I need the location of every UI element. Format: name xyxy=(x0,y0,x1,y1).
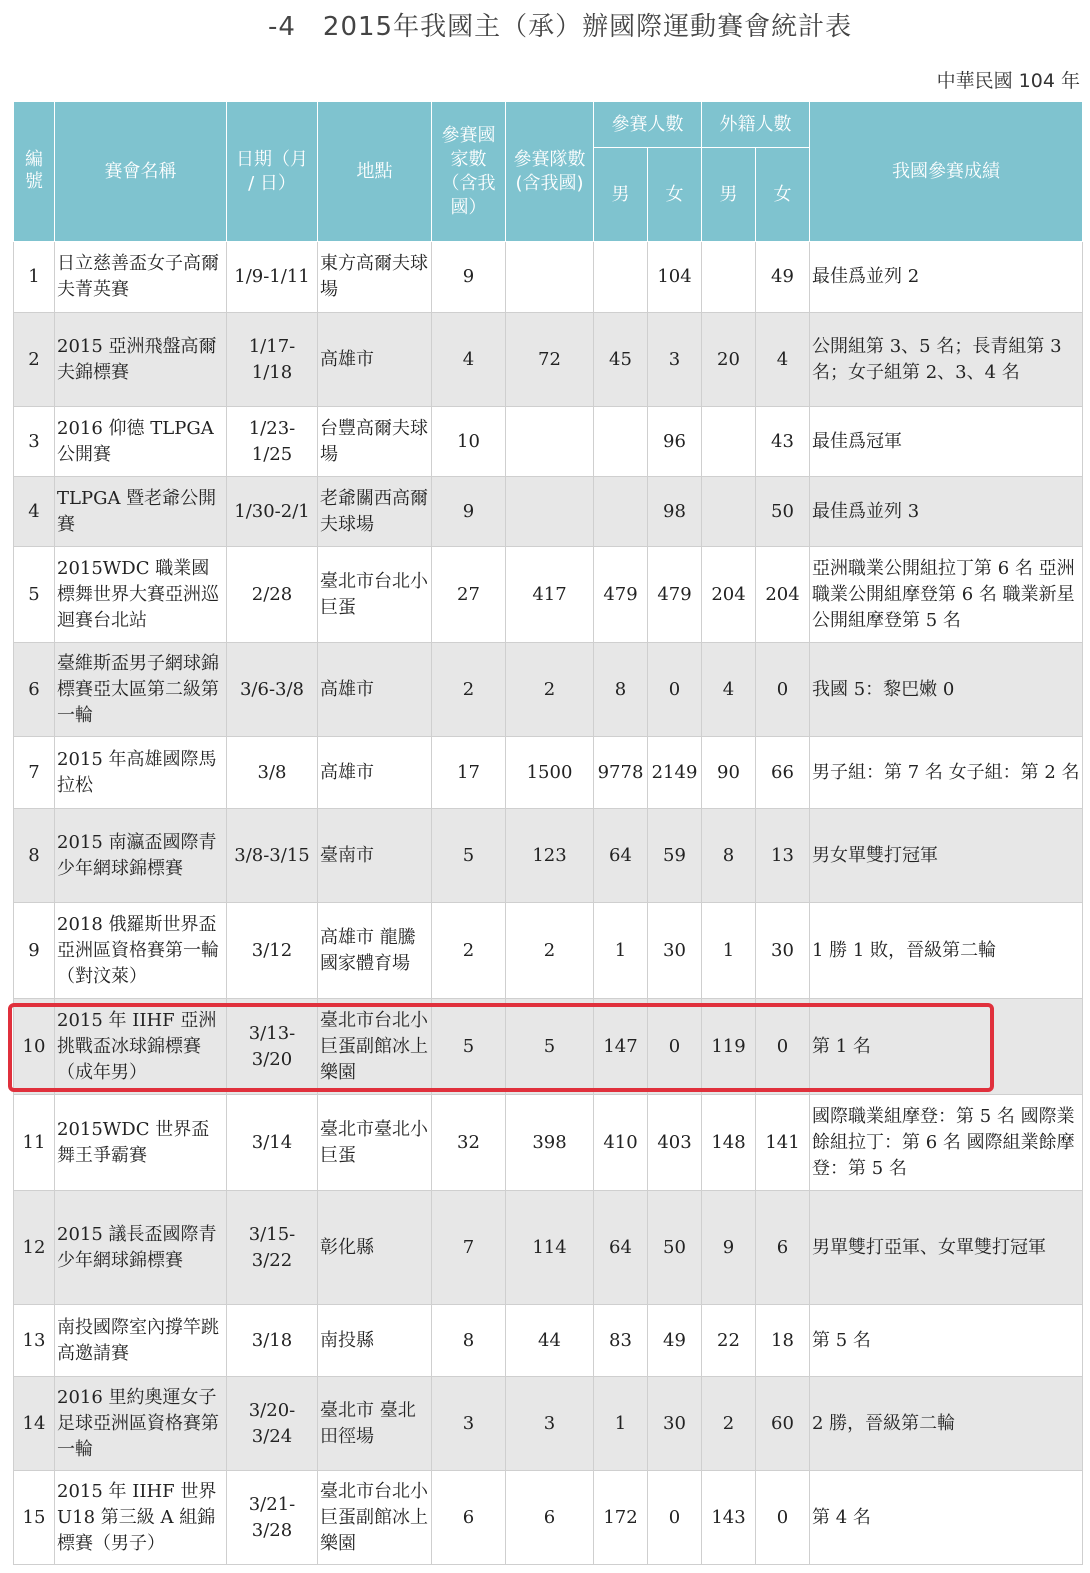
cell-place: 東方高爾夫球場 xyxy=(318,242,432,313)
cell-countries: 9 xyxy=(432,242,506,313)
cell-participants-male: 479 xyxy=(594,547,648,643)
header-result: 我國參賽成績 xyxy=(810,102,1083,242)
cell-foreigners-male xyxy=(702,242,756,313)
cell-countries: 5 xyxy=(432,999,506,1095)
table-row xyxy=(14,999,1083,1095)
cell-event-name: 2015 議長盃國際青少年網球錦標賽 xyxy=(55,1191,227,1305)
cell-participants-female: 59 xyxy=(648,809,702,903)
cell-foreigners-female: 0 xyxy=(756,999,810,1095)
header-teams: 參賽隊數(含我國) xyxy=(506,102,594,242)
cell-no: 10 xyxy=(14,999,55,1095)
cell-foreigners-male: 9 xyxy=(702,1191,756,1305)
table-row xyxy=(14,477,1083,547)
cell-no: 6 xyxy=(14,643,55,737)
cell-participants-male xyxy=(594,477,648,547)
cell-teams: 5 xyxy=(506,999,594,1095)
cell-event-name: 2015 年 IIHF 世界 U18 第三級 A 組錦標賽（男子） xyxy=(55,1471,227,1565)
cell-foreigners-male: 20 xyxy=(702,313,756,407)
cell-countries: 2 xyxy=(432,903,506,999)
cell-participants-female: 2149 xyxy=(648,737,702,809)
cell-participants-male: 83 xyxy=(594,1305,648,1377)
cell-participants-female: 403 xyxy=(648,1095,702,1191)
cell-participants-female: 104 xyxy=(648,242,702,313)
cell-teams xyxy=(506,407,594,477)
header-participants-female: 女 xyxy=(648,148,702,242)
cell-event-name: 2015WDC 職業國標舞世界大賽亞洲巡迴賽台北站 xyxy=(55,547,227,643)
cell-participants-male: 147 xyxy=(594,999,648,1095)
cell-countries: 5 xyxy=(432,809,506,903)
cell-teams: 123 xyxy=(506,809,594,903)
cell-foreigners-female: 18 xyxy=(756,1305,810,1377)
cell-date: 1/9-1/11 xyxy=(227,242,318,313)
cell-place: 臺北市臺北小巨蛋 xyxy=(318,1095,432,1191)
cell-result: 最佳爲並列 2 xyxy=(810,242,1083,313)
table-row xyxy=(14,1191,1083,1305)
cell-place: 高雄市 龍騰國家體育場 xyxy=(318,903,432,999)
cell-countries: 9 xyxy=(432,477,506,547)
events-table xyxy=(13,101,1083,1565)
cell-participants-female: 479 xyxy=(648,547,702,643)
cell-result: 1 勝 1 敗，晉級第二輪 xyxy=(810,903,1083,999)
cell-countries: 6 xyxy=(432,1471,506,1565)
cell-participants-male: 45 xyxy=(594,313,648,407)
cell-no: 5 xyxy=(14,547,55,643)
cell-place: 高雄市 xyxy=(318,737,432,809)
table-row xyxy=(14,407,1083,477)
cell-result: 2 勝，晉級第二輪 xyxy=(810,1377,1083,1471)
cell-participants-female: 30 xyxy=(648,1377,702,1471)
cell-place: 台豐高爾夫球場 xyxy=(318,407,432,477)
cell-date: 3/18 xyxy=(227,1305,318,1377)
header-participants: 參賽人數 xyxy=(594,102,702,148)
cell-participants-male: 1 xyxy=(594,903,648,999)
cell-foreigners-male: 1 xyxy=(702,903,756,999)
cell-teams: 114 xyxy=(506,1191,594,1305)
cell-no: 13 xyxy=(14,1305,55,1377)
cell-participants-female: 3 xyxy=(648,313,702,407)
cell-place: 臺北市台北小巨蛋副館冰上樂園 xyxy=(318,999,432,1095)
cell-result: 第 5 名 xyxy=(810,1305,1083,1377)
cell-no: 14 xyxy=(14,1377,55,1471)
cell-countries: 3 xyxy=(432,1377,506,1471)
header-participants-male: 男 xyxy=(594,148,648,242)
cell-teams: 72 xyxy=(506,313,594,407)
table-row xyxy=(14,1305,1083,1377)
cell-place: 臺北市台北小巨蛋副館冰上樂園 xyxy=(318,1471,432,1565)
cell-place: 臺北市台北小巨蛋 xyxy=(318,547,432,643)
cell-teams: 3 xyxy=(506,1377,594,1471)
cell-participants-female: 98 xyxy=(648,477,702,547)
cell-foreigners-female: 204 xyxy=(756,547,810,643)
header-no: 編號 xyxy=(14,102,55,242)
cell-result: 最佳爲冠軍 xyxy=(810,407,1083,477)
cell-foreigners-female: 6 xyxy=(756,1191,810,1305)
cell-teams: 2 xyxy=(506,903,594,999)
cell-no: 2 xyxy=(14,313,55,407)
cell-result: 男單雙打亞軍、女單雙打冠軍 xyxy=(810,1191,1083,1305)
cell-date: 1/30-2/1 xyxy=(227,477,318,547)
cell-foreigners-female: 49 xyxy=(756,242,810,313)
cell-foreigners-male xyxy=(702,407,756,477)
cell-foreigners-male: 4 xyxy=(702,643,756,737)
cell-foreigners-female: 30 xyxy=(756,903,810,999)
cell-foreigners-female: 13 xyxy=(756,809,810,903)
cell-foreigners-female: 66 xyxy=(756,737,810,809)
cell-date: 1/17-1/18 xyxy=(227,313,318,407)
cell-foreigners-male: 22 xyxy=(702,1305,756,1377)
cell-countries: 32 xyxy=(432,1095,506,1191)
cell-participants-female: 0 xyxy=(648,1471,702,1565)
cell-event-name: 日立慈善盃女子高爾夫菁英賽 xyxy=(55,242,227,313)
table-row xyxy=(14,242,1083,313)
cell-foreigners-male: 2 xyxy=(702,1377,756,1471)
cell-result: 國際職業組摩登：第 5 名 國際業餘組拉丁：第 6 名 國際組業餘摩登：第 5 名 xyxy=(810,1095,1083,1191)
cell-foreigners-male: 148 xyxy=(702,1095,756,1191)
cell-participants-male: 64 xyxy=(594,1191,648,1305)
cell-countries: 4 xyxy=(432,313,506,407)
cell-event-name: 臺維斯盃男子網球錦標賽亞太區第二級第一輪 xyxy=(55,643,227,737)
header-place: 地點 xyxy=(318,102,432,242)
cell-date: 1/23-1/25 xyxy=(227,407,318,477)
cell-place: 彰化縣 xyxy=(318,1191,432,1305)
cell-date: 3/21-3/28 xyxy=(227,1471,318,1565)
cell-no: 12 xyxy=(14,1191,55,1305)
table-date: 中華民國 104 年 xyxy=(936,70,1080,92)
cell-event-name: 2016 仰德 TLPGA 公開賽 xyxy=(55,407,227,477)
cell-date: 3/13-3/20 xyxy=(227,999,318,1095)
cell-event-name: 2015 年高雄國際馬拉松 xyxy=(55,737,227,809)
cell-foreigners-male: 119 xyxy=(702,999,756,1095)
cell-participants-male: 9778 xyxy=(594,737,648,809)
cell-event-name: 南投國際室內撐竿跳高邀請賽 xyxy=(55,1305,227,1377)
cell-participants-female: 49 xyxy=(648,1305,702,1377)
header-foreigners: 外籍人數 xyxy=(702,102,810,148)
cell-event-name: 2018 俄羅斯世界盃亞洲區資格賽第一輪（對汶萊） xyxy=(55,903,227,999)
cell-foreigners-female: 43 xyxy=(756,407,810,477)
cell-participants-male xyxy=(594,407,648,477)
cell-foreigners-female: 0 xyxy=(756,1471,810,1565)
cell-place: 高雄市 xyxy=(318,643,432,737)
cell-foreigners-male xyxy=(702,477,756,547)
cell-date: 3/15-3/22 xyxy=(227,1191,318,1305)
table-row xyxy=(14,809,1083,903)
cell-participants-female: 50 xyxy=(648,1191,702,1305)
cell-countries: 7 xyxy=(432,1191,506,1305)
cell-participants-male: 64 xyxy=(594,809,648,903)
cell-event-name: 2015 年 IIHF 亞洲挑戰盃冰球錦標賽（成年男） xyxy=(55,999,227,1095)
cell-teams: 44 xyxy=(506,1305,594,1377)
cell-participants-male xyxy=(594,242,648,313)
cell-foreigners-female: 4 xyxy=(756,313,810,407)
cell-result: 我國 5：黎巴嫩 0 xyxy=(810,643,1083,737)
cell-event-name: 2015WDC 世界盃舞王爭霸賽 xyxy=(55,1095,227,1191)
cell-no: 7 xyxy=(14,737,55,809)
cell-foreigners-male: 90 xyxy=(702,737,756,809)
table-row xyxy=(14,643,1083,737)
cell-teams xyxy=(506,242,594,313)
header-foreigners-female: 女 xyxy=(756,148,810,242)
cell-countries: 10 xyxy=(432,407,506,477)
cell-date: 3/6-3/8 xyxy=(227,643,318,737)
cell-date: 3/12 xyxy=(227,903,318,999)
cell-teams: 398 xyxy=(506,1095,594,1191)
header-name: 賽會名稱 xyxy=(55,102,227,242)
cell-result: 男女單雙打冠軍 xyxy=(810,809,1083,903)
cell-event-name: 2015 南瀛盃國際青少年網球錦標賽 xyxy=(55,809,227,903)
cell-date: 3/8-3/15 xyxy=(227,809,318,903)
header-date: 日期（月 / 日） xyxy=(227,102,318,242)
cell-no: 8 xyxy=(14,809,55,903)
cell-participants-male: 172 xyxy=(594,1471,648,1565)
cell-event-name: 2016 里約奧運女子足球亞洲區資格賽第一輪 xyxy=(55,1377,227,1471)
cell-event-name: 2015 亞洲飛盤高爾夫錦標賽 xyxy=(55,313,227,407)
page-title: -4 2015年我國主（承）辦國際運動賽會統計表 xyxy=(268,12,853,42)
cell-date: 3/20-3/24 xyxy=(227,1377,318,1471)
cell-participants-female: 0 xyxy=(648,999,702,1095)
cell-countries: 27 xyxy=(432,547,506,643)
cell-participants-male: 8 xyxy=(594,643,648,737)
table-row xyxy=(14,1377,1083,1471)
cell-no: 4 xyxy=(14,477,55,547)
table-row xyxy=(14,313,1083,407)
cell-place: 南投縣 xyxy=(318,1305,432,1377)
cell-no: 1 xyxy=(14,242,55,313)
cell-result: 第 1 名 xyxy=(810,999,1083,1095)
cell-teams xyxy=(506,477,594,547)
cell-event-name: TLPGA 暨老爺公開賽 xyxy=(55,477,227,547)
cell-place: 高雄市 xyxy=(318,313,432,407)
cell-foreigners-female: 141 xyxy=(756,1095,810,1191)
cell-place: 臺南市 xyxy=(318,809,432,903)
header-countries: 參賽國家數（含我國） xyxy=(432,102,506,242)
cell-participants-female: 30 xyxy=(648,903,702,999)
table-row xyxy=(14,547,1083,643)
cell-no: 15 xyxy=(14,1471,55,1565)
cell-teams: 417 xyxy=(506,547,594,643)
cell-countries: 8 xyxy=(432,1305,506,1377)
cell-place: 臺北市 臺北田徑場 xyxy=(318,1377,432,1471)
cell-foreigners-male: 204 xyxy=(702,547,756,643)
table-row xyxy=(14,737,1083,809)
cell-teams: 2 xyxy=(506,643,594,737)
cell-date: 2/28 xyxy=(227,547,318,643)
cell-no: 9 xyxy=(14,903,55,999)
cell-participants-male: 410 xyxy=(594,1095,648,1191)
cell-no: 3 xyxy=(14,407,55,477)
cell-date: 3/14 xyxy=(227,1095,318,1191)
cell-foreigners-female: 50 xyxy=(756,477,810,547)
cell-result: 第 4 名 xyxy=(810,1471,1083,1565)
cell-no: 11 xyxy=(14,1095,55,1191)
header-foreigners-male: 男 xyxy=(702,148,756,242)
cell-teams: 6 xyxy=(506,1471,594,1565)
cell-teams: 1500 xyxy=(506,737,594,809)
cell-participants-female: 96 xyxy=(648,407,702,477)
cell-participants-male: 1 xyxy=(594,1377,648,1471)
cell-foreigners-male: 143 xyxy=(702,1471,756,1565)
cell-participants-female: 0 xyxy=(648,643,702,737)
table-body xyxy=(14,242,1083,1565)
cell-countries: 17 xyxy=(432,737,506,809)
cell-result: 亞洲職業公開組拉丁第 6 名 亞洲職業公開組摩登第 6 名 職業新星公開組摩登第 5 名 xyxy=(810,547,1083,643)
cell-result: 最佳爲並列 3 xyxy=(810,477,1083,547)
table-row xyxy=(14,1095,1083,1191)
cell-date: 3/8 xyxy=(227,737,318,809)
table-row xyxy=(14,1471,1083,1565)
table-row xyxy=(14,903,1083,999)
cell-foreigners-male: 8 xyxy=(702,809,756,903)
cell-countries: 2 xyxy=(432,643,506,737)
cell-result: 公開組第 3、5 名；長青組第 3 名；女子組第 2、3、4 名 xyxy=(810,313,1083,407)
cell-foreigners-female: 60 xyxy=(756,1377,810,1471)
cell-foreigners-female: 0 xyxy=(756,643,810,737)
cell-place: 老爺關西高爾夫球場 xyxy=(318,477,432,547)
cell-result: 男子組：第 7 名 女子組：第 2 名 xyxy=(810,737,1083,809)
